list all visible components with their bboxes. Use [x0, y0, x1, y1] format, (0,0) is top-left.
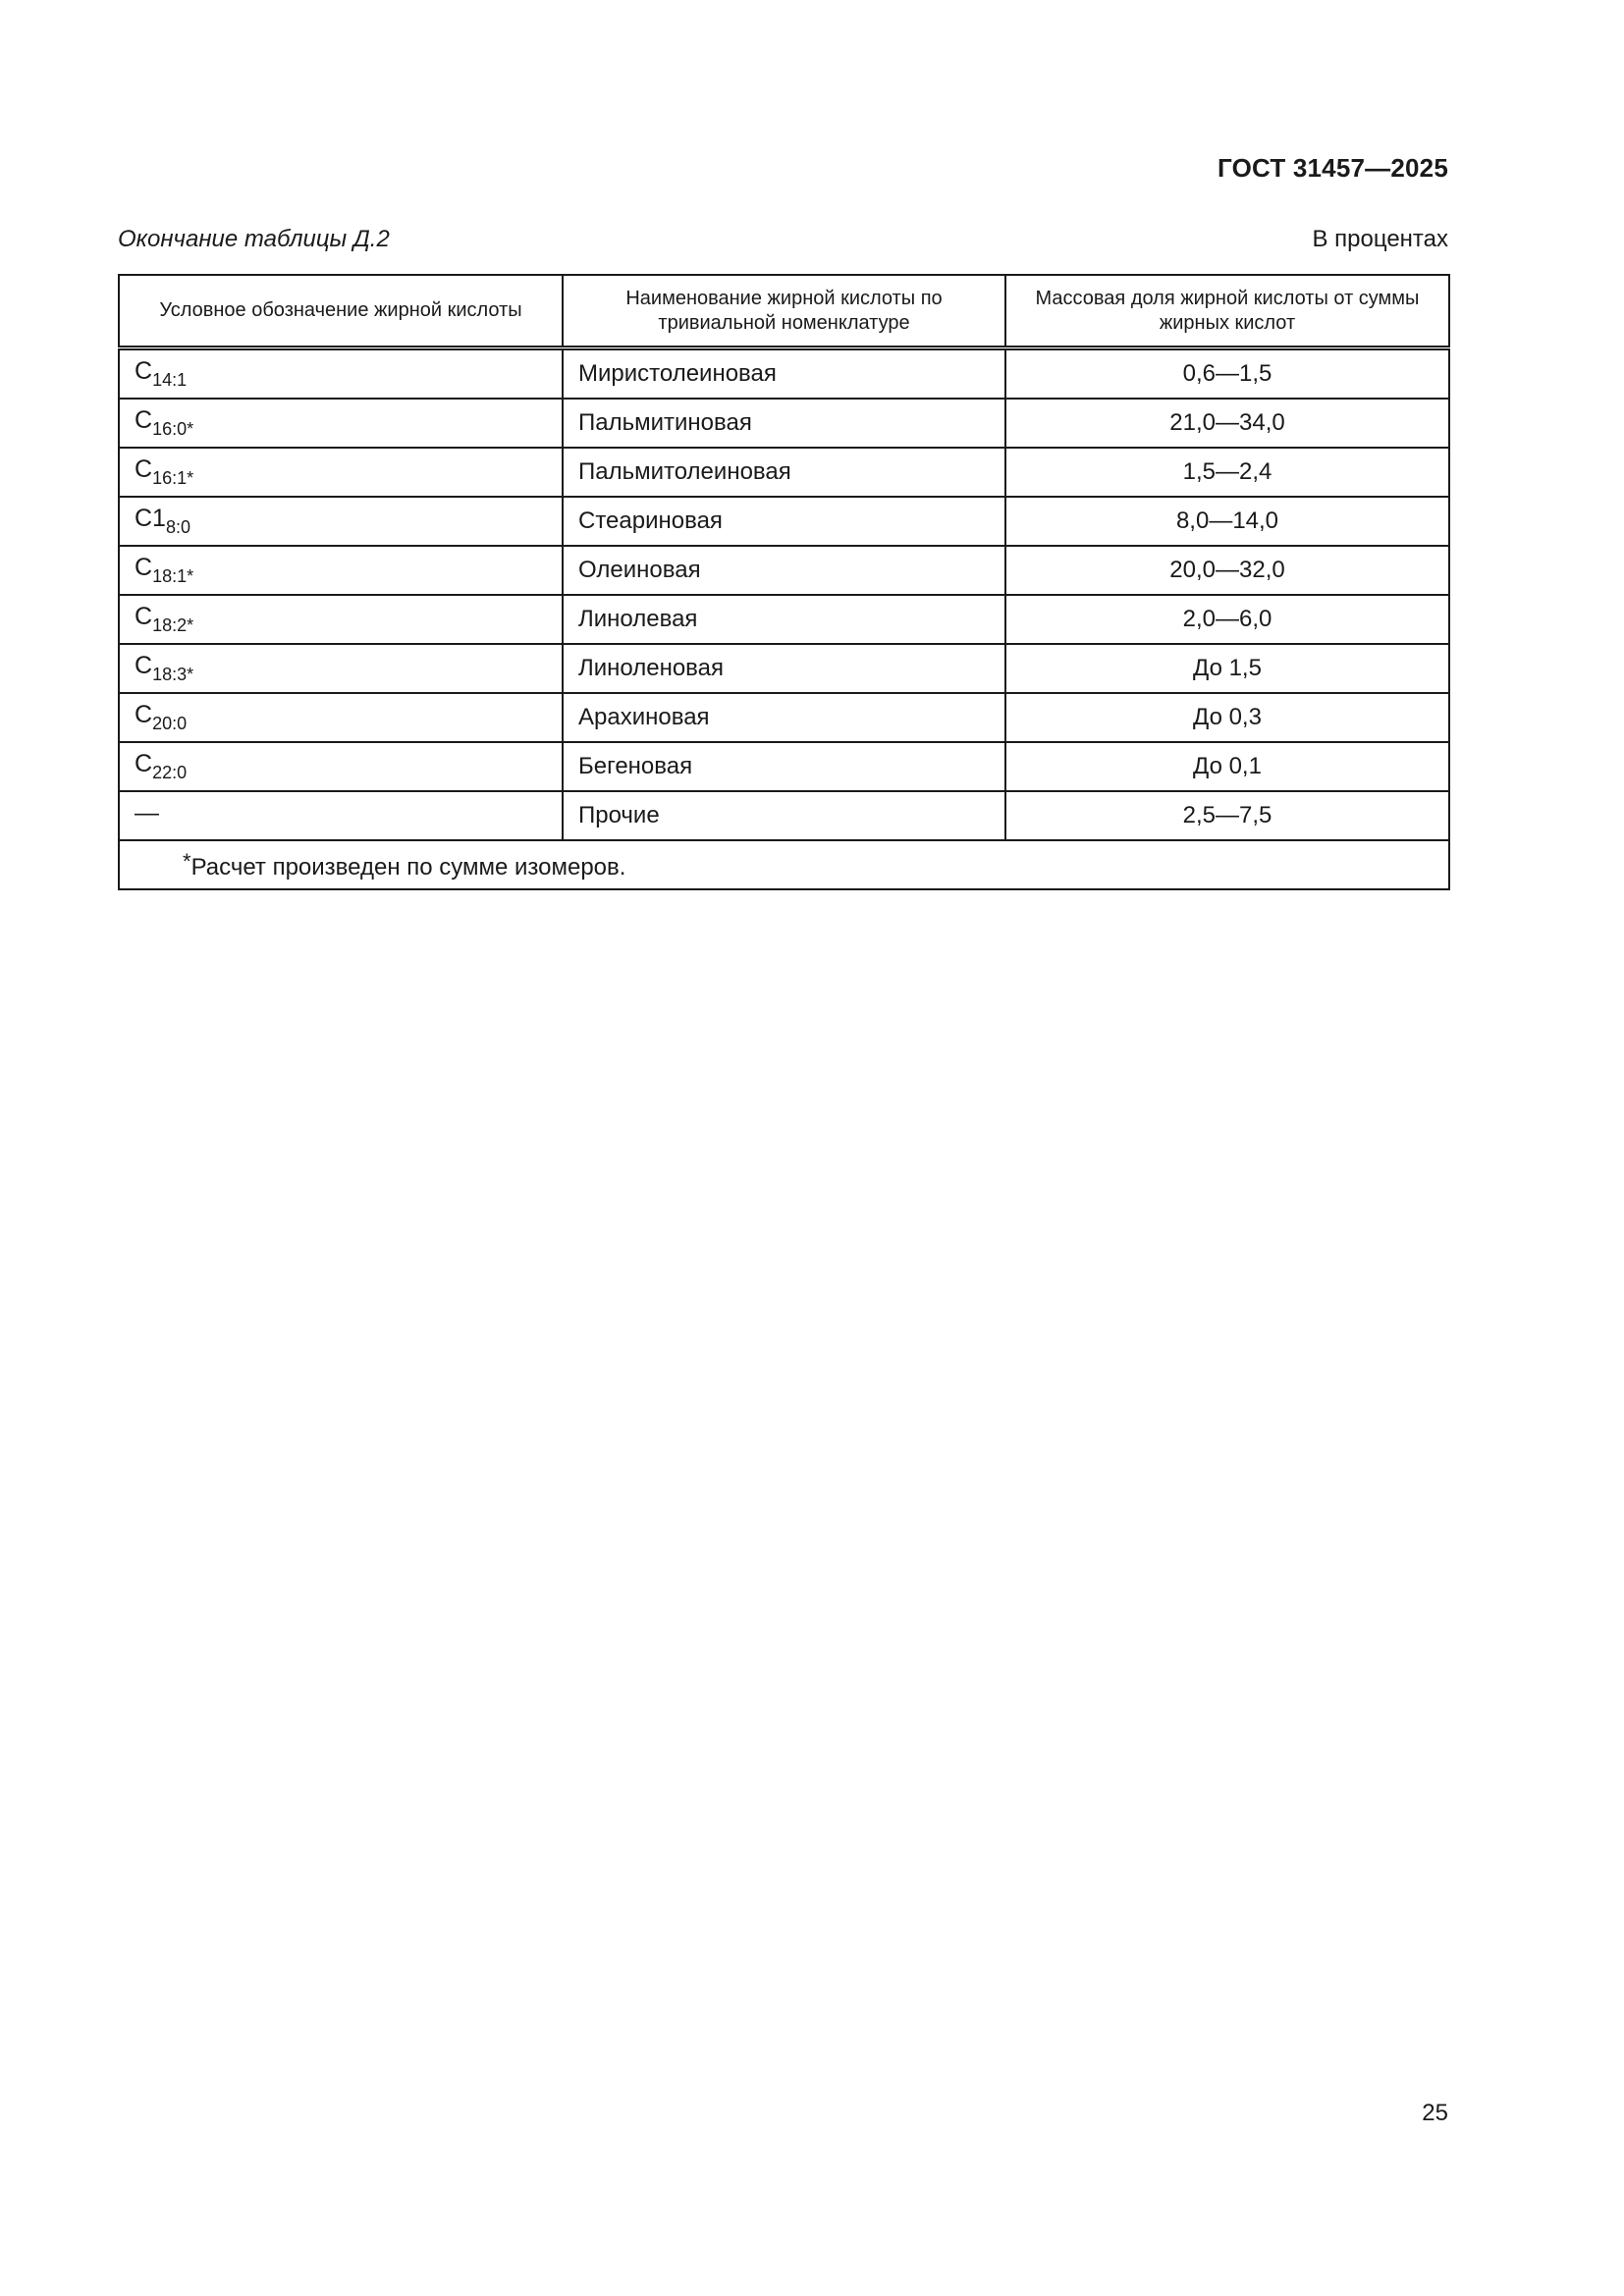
symbol-base: C — [135, 357, 153, 385]
symbol-base: C — [135, 455, 153, 483]
table-caption-title: Окончание таблицы Д.2 — [118, 226, 390, 252]
symbol-cell — [119, 791, 563, 840]
symbol-cell — [119, 448, 563, 497]
table-row — [119, 742, 1449, 791]
column-header-symbol: Условное обозначение жирной кислоты — [119, 275, 563, 348]
value-cell: 2,0—6,0 — [1005, 595, 1449, 644]
footnote-mark: * — [183, 848, 191, 874]
name-cell: Арахиновая — [563, 693, 1005, 742]
name-cell: Линолевая — [563, 595, 1005, 644]
table-footnote-row — [119, 840, 1449, 889]
symbol-subscript: 14:1 — [152, 370, 188, 390]
table-row — [119, 693, 1449, 742]
value-cell: 0,6—1,5 — [1005, 348, 1449, 400]
name-cell: Линоленовая — [563, 644, 1005, 693]
symbol-base: C1 — [135, 505, 166, 532]
table-row — [119, 399, 1449, 448]
table-row — [119, 348, 1449, 400]
value-cell: 21,0—34,0 — [1005, 399, 1449, 448]
symbol-cell — [119, 399, 563, 448]
symbol-subscript: 18:3* — [152, 665, 194, 684]
document-number: ГОСТ 31457—2025 — [1218, 153, 1448, 183]
symbol-subscript: 8:0 — [165, 517, 190, 537]
table-row — [119, 644, 1449, 693]
symbol-subscript: 20:0 — [152, 714, 188, 733]
column-header-name: Наименование жирной кислоты по тривиальной номенклатуре — [563, 275, 1005, 348]
symbol-subscript: 16:0* — [152, 419, 194, 439]
name-cell: Пальмитиновая — [563, 399, 1005, 448]
table-row — [119, 448, 1449, 497]
symbol-base: C — [135, 603, 153, 630]
table-row — [119, 791, 1449, 840]
symbol-cell — [119, 595, 563, 644]
name-cell: Миристолеиновая — [563, 348, 1005, 400]
value-cell: 2,5—7,5 — [1005, 791, 1449, 840]
symbol-subscript: 18:1* — [152, 566, 194, 586]
symbol-cell — [119, 348, 563, 400]
name-cell: Бегеновая — [563, 742, 1005, 791]
table-row — [119, 497, 1449, 546]
table-header-row — [119, 275, 1449, 348]
symbol-cell — [119, 644, 563, 693]
symbol-base: C — [135, 750, 153, 777]
symbol-cell — [119, 693, 563, 742]
table-row — [119, 595, 1449, 644]
name-cell: Стеариновая — [563, 497, 1005, 546]
value-cell: До 0,3 — [1005, 693, 1449, 742]
value-cell: До 1,5 — [1005, 644, 1449, 693]
symbol-cell — [119, 497, 563, 546]
symbol-subscript: 22:0 — [152, 763, 188, 782]
symbol-base: C — [135, 406, 153, 434]
table-row — [119, 546, 1449, 595]
column-header-mass-fraction: Массовая доля жирной кислоты от суммы жирных кислот — [1005, 275, 1449, 348]
name-cell: Прочие — [563, 791, 1005, 840]
symbol-subscript: 18:2* — [152, 615, 194, 635]
value-cell: 1,5—2,4 — [1005, 448, 1449, 497]
table-footnote — [119, 840, 1449, 889]
page-number: 25 — [1422, 2100, 1448, 2126]
symbol-base: C — [135, 554, 153, 581]
name-cell: Олеиновая — [563, 546, 1005, 595]
value-cell: До 0,1 — [1005, 742, 1449, 791]
symbol-cell — [119, 742, 563, 791]
symbol-base: C — [135, 652, 153, 679]
symbol-cell — [119, 546, 563, 595]
table-caption-row — [118, 226, 1448, 259]
value-cell: 20,0—32,0 — [1005, 546, 1449, 595]
table-units-note: В процентах — [1312, 226, 1448, 252]
value-cell: 8,0—14,0 — [1005, 497, 1449, 546]
symbol-base: C — [135, 701, 153, 728]
symbol-subscript: 16:1* — [152, 468, 194, 488]
symbol-base: — — [135, 799, 159, 827]
footnote-text: Расчет произведен по сумме изомеров. — [190, 853, 626, 881]
name-cell: Пальмитолеиновая — [563, 448, 1005, 497]
fatty-acid-table — [118, 274, 1450, 890]
